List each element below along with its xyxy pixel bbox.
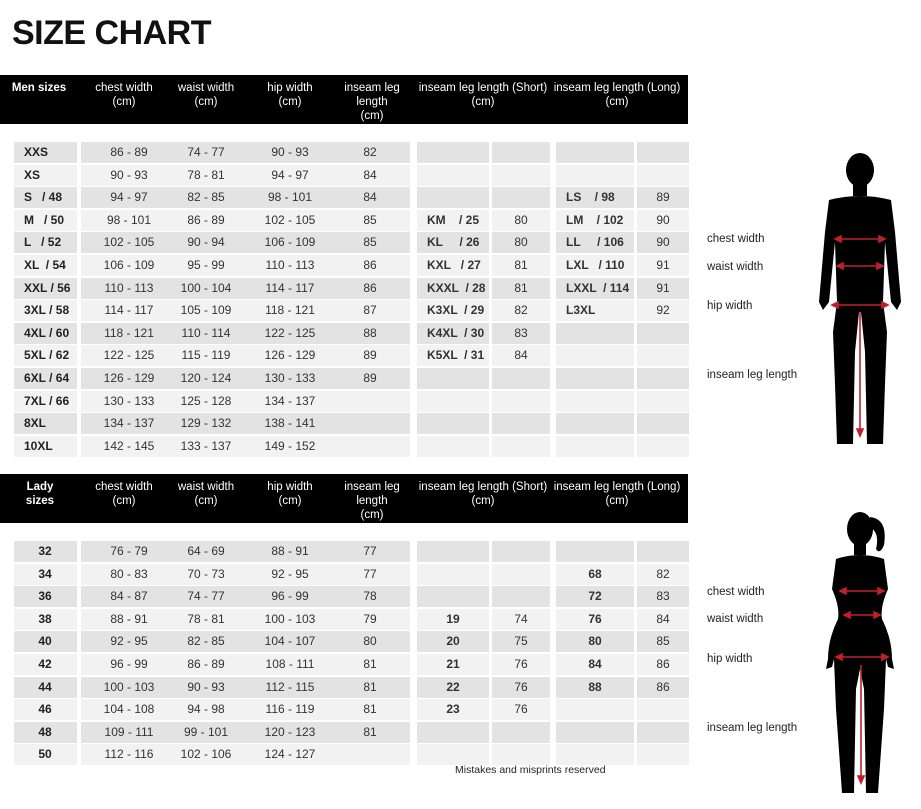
cell-long-length: 84	[656, 611, 670, 626]
cell-short-length	[492, 436, 550, 457]
cell-inseam: 78	[363, 589, 377, 604]
cell-short-length	[492, 722, 550, 743]
header-inseam-short: inseam leg length (Short) (cm)	[418, 481, 548, 507]
cell-inseam: 80	[363, 634, 377, 649]
cell-chest-width: 142 - 145	[103, 438, 155, 453]
cell-inseam: 88	[363, 325, 377, 340]
cell-inseam	[330, 744, 410, 765]
cell-inseam: 77	[363, 544, 377, 558]
header-inseam: inseam leg length (cm)	[344, 82, 400, 122]
cell-hip-width: 120 - 123	[264, 724, 316, 739]
cell-size: 34	[38, 566, 52, 581]
cell-inseam: 79	[363, 611, 377, 626]
cell-chest-width: 96 - 99	[110, 657, 148, 671]
table-row	[0, 391, 700, 413]
table-row	[0, 586, 700, 608]
cell-long-size	[556, 323, 634, 344]
table-row	[0, 210, 700, 232]
cell-inseam: 77	[363, 566, 377, 581]
cell-hip-width: 134 - 137	[264, 393, 316, 408]
cell-size: 3XL / 58	[24, 303, 70, 318]
cell-inseam: 81	[363, 724, 377, 739]
men-table-header	[0, 75, 688, 124]
cell-short-length: 76	[514, 657, 528, 671]
cell-chest-width: 84 - 87	[110, 589, 148, 604]
cell-long-size: 84	[588, 657, 602, 671]
cell-size: 32	[38, 544, 52, 558]
cell-long-length: 89	[656, 190, 670, 205]
cell-long-length	[637, 436, 689, 457]
cell-hip-width: 102 - 105	[264, 212, 316, 227]
cell-inseam: 86	[363, 258, 377, 272]
cell-chest-width: 88 - 91	[110, 611, 148, 626]
table-row	[0, 300, 700, 322]
cell-long-size: 68	[588, 566, 602, 581]
cell-short-length: 80	[514, 212, 528, 227]
header-waist: waist width (cm)	[177, 82, 235, 108]
cell-hip-width: 100 - 103	[264, 611, 316, 626]
cell-long-length	[637, 541, 689, 562]
cell-short-size	[417, 413, 489, 434]
cell-short-size	[417, 436, 489, 457]
cell-long-length	[637, 744, 689, 765]
cell-short-size: KM / 25	[427, 212, 480, 227]
cell-inseam: 84	[363, 167, 377, 182]
table-row	[0, 368, 700, 390]
cell-waist-width: 90 - 94	[187, 235, 225, 250]
cell-chest-width: 134 - 137	[103, 416, 155, 431]
cell-hip-width: 122 - 125	[264, 325, 316, 340]
cell-size: XS	[24, 167, 41, 182]
cell-chest-width: 100 - 103	[103, 679, 155, 694]
cell-short-size	[417, 187, 489, 208]
cell-short-length: 76	[514, 702, 528, 717]
cell-inseam	[330, 436, 410, 457]
cell-short-length: 81	[514, 258, 528, 272]
cell-chest-width: 110 - 113	[104, 280, 154, 295]
cell-inseam: 85	[363, 212, 377, 227]
cell-long-size	[556, 413, 634, 434]
page-title: SIZE CHART	[12, 14, 211, 52]
cell-hip-width: 104 - 107	[264, 634, 316, 649]
cell-short-size: 19	[446, 611, 460, 626]
cell-hip-width: 96 - 99	[271, 589, 309, 604]
table-row	[0, 232, 700, 254]
cell-short-size	[417, 744, 489, 765]
cell-long-length: 90	[656, 212, 670, 227]
cell-inseam: 89	[363, 348, 377, 363]
cell-waist-width: 120 - 124	[180, 371, 232, 385]
header-inseam-short: inseam leg length (Short) (cm)	[418, 82, 548, 108]
cell-chest-width: 109 - 111	[104, 724, 154, 739]
cell-chest-width: 80 - 83	[110, 566, 148, 581]
table-row	[0, 609, 700, 631]
table-row	[0, 541, 700, 563]
cell-size: 42	[38, 657, 52, 671]
cell-waist-width: 133 - 137	[180, 438, 232, 453]
cell-long-length: 85	[656, 634, 670, 649]
male-silhouette-figure	[815, 152, 905, 448]
label-waist-width: waist width	[707, 261, 764, 273]
cell-long-size	[556, 391, 634, 412]
cell-long-length	[637, 413, 689, 434]
cell-hip-width: 124 - 127	[264, 747, 316, 762]
table-row	[0, 187, 700, 209]
cell-inseam: 81	[363, 679, 377, 694]
cell-long-size	[556, 541, 634, 562]
cell-long-size: 72	[588, 589, 602, 604]
cell-hip-width: 112 - 115	[265, 679, 315, 694]
cell-hip-width: 94 - 97	[271, 167, 309, 182]
cell-inseam: 81	[363, 702, 377, 717]
cell-short-length	[492, 187, 550, 208]
cell-size: 38	[38, 611, 52, 626]
label-chest-width: chest width	[707, 233, 765, 245]
cell-long-length	[637, 699, 689, 720]
cell-long-length: 92	[656, 303, 670, 318]
cell-waist-width: 74 - 77	[187, 145, 225, 159]
table-row	[0, 142, 700, 164]
cell-waist-width: 70 - 73	[187, 566, 225, 581]
table-row	[0, 165, 700, 187]
cell-size: 7XL / 66	[24, 393, 70, 408]
cell-waist-width: 90 - 93	[187, 679, 225, 694]
cell-short-size	[417, 564, 489, 585]
cell-long-length	[637, 345, 689, 366]
cell-long-size: LM / 102	[566, 212, 624, 227]
cell-short-size	[417, 165, 489, 186]
cell-long-length: 91	[656, 280, 670, 295]
table-row	[0, 436, 700, 458]
cell-chest-width: 114 - 117	[104, 303, 154, 318]
cell-long-size	[556, 368, 634, 389]
cell-size: 36	[38, 589, 52, 604]
cell-waist-width: 102 - 106	[180, 747, 232, 762]
cell-waist-width: 105 - 109	[180, 303, 232, 318]
table-row	[0, 345, 700, 367]
cell-inseam: 87	[363, 303, 377, 318]
cell-size: XXS	[24, 145, 49, 159]
cell-size: 5XL / 62	[24, 348, 70, 363]
cell-chest-width: 104 - 108	[103, 702, 155, 717]
cell-short-size: K5XL / 31	[427, 348, 485, 363]
cell-inseam: 89	[363, 371, 377, 385]
cell-size: 6XL / 64	[24, 371, 70, 385]
cell-waist-width: 115 - 119	[181, 348, 231, 363]
cell-long-size	[556, 345, 634, 366]
cell-chest-width: 90 - 93	[110, 167, 148, 182]
cell-short-size: 23	[446, 702, 460, 717]
table-row	[0, 631, 700, 653]
cell-long-length	[637, 722, 689, 743]
header-inseam-long: inseam leg length (Long) (cm)	[553, 82, 681, 108]
cell-size: 8XL	[24, 416, 47, 431]
cell-short-size: 21	[446, 657, 460, 671]
header-waist: waist width (cm)	[177, 481, 235, 507]
cell-chest-width: 126 - 129	[103, 371, 155, 385]
cell-inseam: 84	[363, 190, 377, 205]
cell-waist-width: 86 - 89	[187, 657, 225, 671]
cell-short-size: 20	[446, 634, 460, 649]
table-row	[0, 413, 700, 435]
cell-chest-width: 98 - 101	[106, 212, 152, 227]
cell-short-size: KL / 26	[427, 235, 480, 250]
cell-size: L / 52	[24, 235, 62, 250]
cell-short-size	[417, 586, 489, 607]
cell-short-length	[492, 165, 550, 186]
cell-long-size: 76	[588, 611, 602, 626]
cell-hip-width: 110 - 113	[265, 258, 315, 272]
cell-short-size	[417, 541, 489, 562]
cell-short-size	[417, 722, 489, 743]
cell-long-size	[556, 699, 634, 720]
cell-size: 48	[38, 724, 52, 739]
cell-long-length: 83	[656, 589, 670, 604]
cell-chest-width: 86 - 89	[110, 145, 148, 159]
label-hip-width: hip width	[707, 653, 753, 665]
cell-long-length: 86	[656, 657, 670, 671]
cell-inseam: 81	[363, 657, 377, 671]
cell-long-length: 82	[656, 566, 670, 581]
cell-chest-width: 102 - 105	[103, 235, 155, 250]
cell-chest-width: 76 - 79	[110, 544, 148, 558]
cell-long-size	[556, 436, 634, 457]
cell-chest-width: 106 - 109	[103, 258, 155, 272]
cell-long-size	[556, 722, 634, 743]
cell-short-length	[492, 541, 550, 562]
cell-long-length	[637, 323, 689, 344]
cell-chest-width: 92 - 95	[110, 634, 148, 649]
header-hip: hip width (cm)	[267, 481, 313, 507]
cell-waist-width: 64 - 69	[187, 544, 225, 558]
cell-chest-width: 94 - 97	[110, 190, 148, 205]
cell-short-length	[492, 564, 550, 585]
cell-short-length: 84	[514, 348, 528, 363]
cell-long-length	[637, 391, 689, 412]
header-hip: hip width (cm)	[267, 82, 313, 108]
cell-waist-width: 129 - 132	[180, 416, 232, 431]
cell-short-size	[417, 368, 489, 389]
cell-long-size: 88	[588, 679, 602, 694]
cell-short-size: K3XL / 29	[427, 303, 485, 318]
cell-inseam: 86	[363, 280, 377, 295]
cell-long-length: 91	[656, 258, 670, 272]
cell-long-size: LXXL / 114	[566, 280, 630, 295]
lady-size-table	[0, 541, 700, 771]
header-size: Men sizes	[11, 82, 67, 94]
cell-size: 40	[38, 634, 52, 649]
header-inseam: inseam leg length (cm)	[344, 481, 400, 521]
cell-size: S / 48	[24, 190, 63, 205]
cell-short-size	[417, 391, 489, 412]
cell-short-size: KXL / 27	[427, 258, 481, 272]
table-row	[0, 278, 700, 300]
cell-inseam: 85	[363, 235, 377, 250]
cell-short-length: 75	[514, 634, 528, 649]
cell-long-size: LXL / 110	[566, 258, 625, 272]
cell-size: 44	[38, 679, 52, 694]
cell-short-size: KXXL / 28	[427, 280, 486, 295]
cell-hip-width: 114 - 117	[265, 280, 315, 295]
cell-short-length: 83	[514, 325, 528, 340]
cell-short-length: 80	[514, 235, 528, 250]
cell-chest-width: 118 - 121	[104, 325, 154, 340]
cell-short-length: 76	[514, 679, 528, 694]
cell-hip-width: 116 - 119	[265, 702, 315, 717]
cell-short-length: 81	[514, 280, 528, 295]
cell-short-size: 22	[446, 679, 460, 694]
table-row	[0, 323, 700, 345]
cell-size: XXL / 56	[24, 280, 71, 295]
cell-waist-width: 74 - 77	[187, 589, 225, 604]
cell-hip-width: 126 - 129	[264, 348, 316, 363]
cell-long-size: 80	[588, 634, 602, 649]
cell-long-size: L3XL	[566, 303, 596, 318]
table-row	[0, 677, 700, 699]
cell-waist-width: 95 - 99	[187, 258, 225, 272]
cell-long-length	[637, 368, 689, 389]
cell-size: 46	[38, 702, 52, 717]
cell-hip-width: 92 - 95	[271, 566, 309, 581]
cell-size: 10XL	[24, 438, 53, 453]
cell-inseam	[330, 391, 410, 412]
cell-hip-width: 149 - 152	[264, 438, 316, 453]
cell-short-length	[492, 391, 550, 412]
header-inseam-long: inseam leg length (Long) (cm)	[553, 481, 681, 507]
cell-hip-width: 106 - 109	[264, 235, 316, 250]
lady-table-header	[0, 474, 688, 523]
cell-waist-width: 125 - 128	[180, 393, 232, 408]
cell-inseam	[330, 413, 410, 434]
cell-hip-width: 98 - 101	[267, 190, 313, 205]
label-waist-width: waist width	[707, 613, 764, 625]
cell-short-length: 74	[514, 611, 528, 626]
cell-waist-width: 100 - 104	[180, 280, 232, 295]
cell-waist-width: 78 - 81	[187, 611, 225, 626]
cell-inseam: 82	[363, 145, 377, 159]
cell-size: 4XL / 60	[24, 325, 70, 340]
label-inseam-leg-length: inseam leg length	[707, 369, 798, 381]
cell-long-length	[637, 142, 689, 163]
cell-chest-width: 130 - 133	[103, 393, 155, 408]
cell-long-size	[556, 744, 634, 765]
cell-short-length	[492, 142, 550, 163]
cell-waist-width: 78 - 81	[187, 167, 225, 182]
table-row	[0, 564, 700, 586]
cell-waist-width: 94 - 98	[187, 702, 225, 717]
cell-hip-width: 130 - 133	[264, 371, 316, 385]
cell-short-size: K4XL / 30	[427, 325, 485, 340]
label-chest-width: chest width	[707, 586, 765, 598]
header-size: Lady sizes	[25, 481, 55, 507]
cell-short-length	[492, 368, 550, 389]
cell-long-size	[556, 165, 634, 186]
table-row	[0, 654, 700, 676]
cell-hip-width: 138 - 141	[264, 416, 316, 431]
female-silhouette-figure	[818, 509, 908, 799]
cell-size: M / 50	[24, 212, 65, 227]
cell-long-size: LL / 106	[566, 235, 624, 250]
cell-long-size: LS / 98	[566, 190, 615, 205]
cell-chest-width: 122 - 125	[103, 348, 155, 363]
cell-hip-width: 108 - 111	[265, 657, 315, 671]
cell-short-length: 82	[514, 303, 528, 318]
label-inseam-leg-length: inseam leg length	[707, 722, 798, 734]
cell-waist-width: 110 - 114	[181, 325, 231, 340]
cell-long-size	[556, 142, 634, 163]
label-hip-width: hip width	[707, 300, 753, 312]
cell-long-length: 86	[656, 679, 670, 694]
cell-hip-width: 118 - 121	[265, 303, 315, 318]
cell-short-size	[417, 142, 489, 163]
cell-long-length	[637, 165, 689, 186]
cell-size: XL / 54	[24, 258, 66, 272]
cell-size: 50	[38, 747, 52, 762]
disclaimer-note: Mistakes and misprints reserved	[455, 764, 606, 776]
cell-short-length	[492, 586, 550, 607]
cell-short-length	[492, 744, 550, 765]
cell-chest-width: 112 - 116	[104, 747, 154, 762]
cell-waist-width: 82 - 85	[187, 634, 225, 649]
table-row	[0, 699, 700, 721]
cell-hip-width: 90 - 93	[271, 145, 309, 159]
header-chest: chest width (cm)	[95, 82, 153, 108]
cell-short-length	[492, 413, 550, 434]
header-chest: chest width (cm)	[95, 481, 153, 507]
cell-hip-width: 88 - 91	[271, 544, 309, 558]
cell-waist-width: 99 - 101	[183, 724, 229, 739]
men-size-table	[0, 142, 700, 462]
cell-long-length: 90	[656, 235, 670, 250]
cell-waist-width: 82 - 85	[187, 190, 225, 205]
table-row	[0, 255, 700, 277]
cell-waist-width: 86 - 89	[187, 212, 225, 227]
table-row	[0, 722, 700, 744]
